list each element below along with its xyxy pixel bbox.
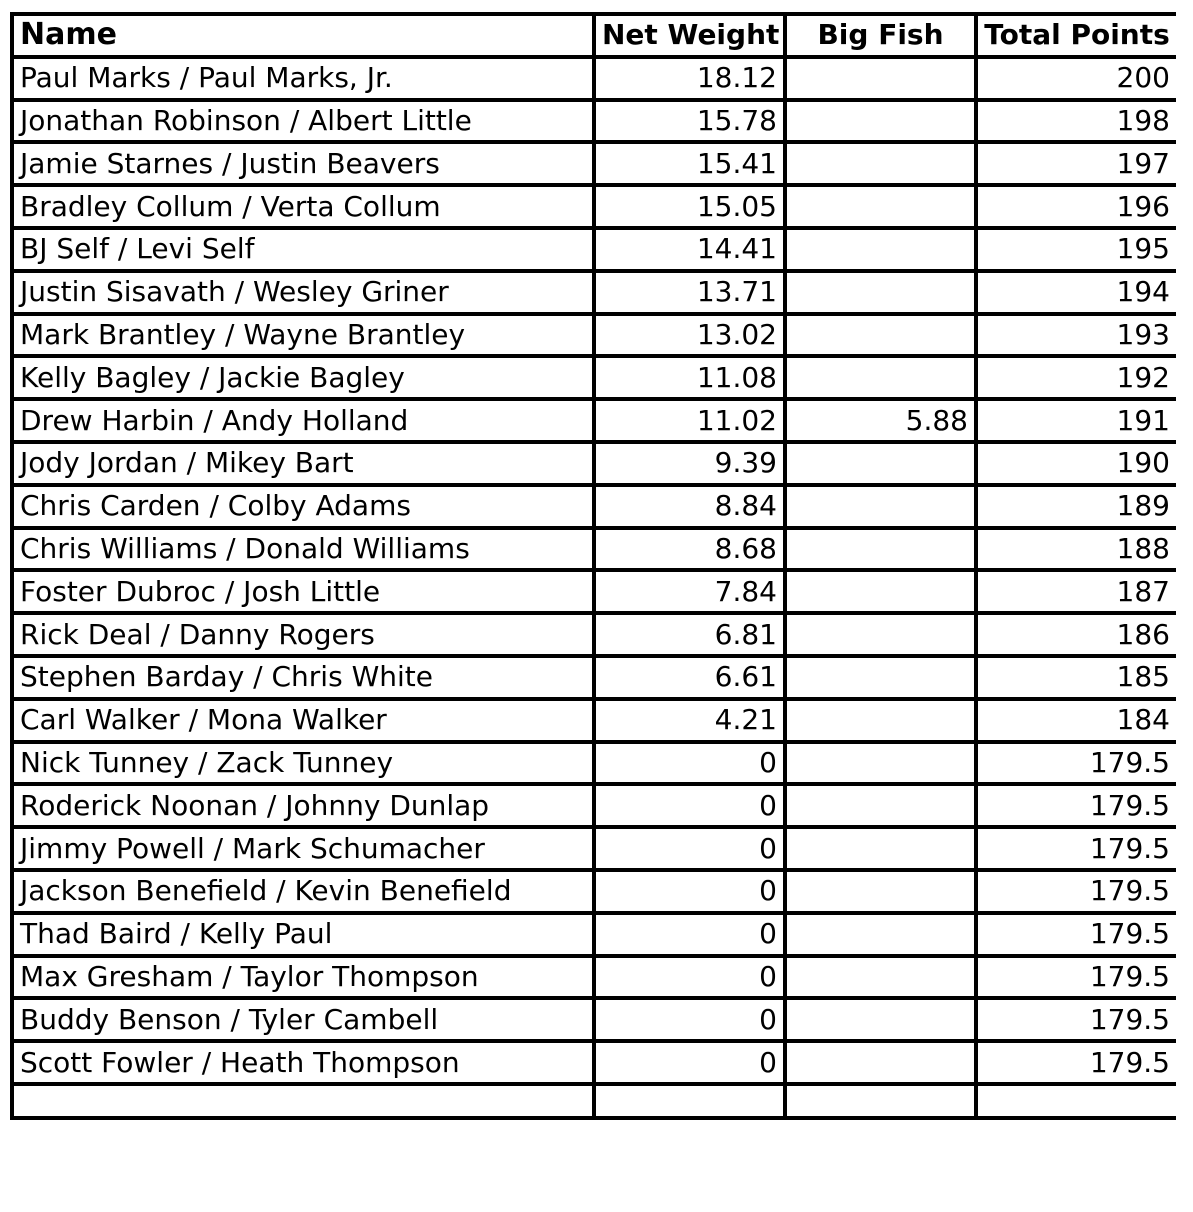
cell-name: Jonathan Robinson / Albert Little [12,100,594,143]
cell-name: Scott Fowler / Heath Thompson [12,1041,594,1084]
table-row [12,356,1176,399]
cell-total-points: 189 [976,485,1176,528]
cell-name: Jimmy Powell / Mark Schumacher [12,827,594,870]
cell-name: Buddy Benson / Tyler Cambell [12,998,594,1041]
cell-net-weight: 4.21 [594,699,785,742]
cell-name: Kelly Bagley / Jackie Bagley [12,356,594,399]
table-row [12,570,1176,613]
cell-net-weight: 0 [594,742,785,785]
cell-big-fish [785,656,976,699]
table-row [12,442,1176,485]
cell-name: Chris Carden / Colby Adams [12,485,594,528]
cell-big-fish [785,142,976,185]
cell-total-points: 195 [976,228,1176,271]
cell-total-points: 179.5 [976,913,1176,956]
cell-name: Drew Harbin / Andy Holland [12,399,594,442]
cell-net-weight: 8.68 [594,528,785,571]
cell-big-fish [785,185,976,228]
header-total-points: Total Points [976,14,1176,57]
header-row [12,14,1176,57]
table-row [12,100,1176,143]
cell-total-points: 192 [976,356,1176,399]
table-row [12,870,1176,913]
cell-total-points: 186 [976,613,1176,656]
table-row [12,784,1176,827]
cell-net-weight: 11.02 [594,399,785,442]
cell-big-fish [785,57,976,100]
table-row [12,699,1176,742]
cell-big-fish [785,827,976,870]
results-body [12,57,1176,1118]
cell-total-points [976,1084,1176,1118]
cell-big-fish: 5.88 [785,399,976,442]
table-row [12,57,1176,100]
cell-big-fish [785,442,976,485]
cell-net-weight: 15.78 [594,100,785,143]
cell-name: Max Gresham / Taylor Thompson [12,956,594,999]
header-name: Name [12,14,594,57]
cell-big-fish [785,998,976,1041]
cell-total-points: 200 [976,57,1176,100]
cell-big-fish [785,528,976,571]
table-row [12,956,1176,999]
cell-total-points: 188 [976,528,1176,571]
cell-big-fish [785,870,976,913]
cell-name: Bradley Collum / Verta Collum [12,185,594,228]
cell-net-weight: 0 [594,784,785,827]
cell-net-weight [594,1084,785,1118]
cell-name: Nick Tunney / Zack Tunney [12,742,594,785]
cell-name: Jackson Benefield / Kevin Benefield [12,870,594,913]
results-sheet [10,12,1176,1212]
cell-big-fish [785,1084,976,1118]
cell-net-weight: 0 [594,913,785,956]
cell-total-points: 185 [976,656,1176,699]
cell-total-points: 193 [976,314,1176,357]
cell-total-points: 190 [976,442,1176,485]
table-row [12,485,1176,528]
cell-name: Roderick Noonan / Johnny Dunlap [12,784,594,827]
table-row [12,228,1176,271]
table-row-partial [12,1084,1176,1118]
cell-total-points: 179.5 [976,870,1176,913]
cell-net-weight: 13.02 [594,314,785,357]
cell-total-points: 194 [976,271,1176,314]
cell-name: Jamie Starnes / Justin Beavers [12,142,594,185]
table-row [12,1041,1176,1084]
table-row [12,142,1176,185]
cell-net-weight: 0 [594,956,785,999]
cell-name: Stephen Barday / Chris White [12,656,594,699]
cell-total-points: 196 [976,185,1176,228]
cell-name: Chris Williams / Donald Williams [12,528,594,571]
cell-big-fish [785,100,976,143]
cell-net-weight: 9.39 [594,442,785,485]
table-row [12,185,1176,228]
cell-big-fish [785,356,976,399]
cell-name: Foster Dubroc / Josh Little [12,570,594,613]
table-row [12,613,1176,656]
cell-big-fish [785,271,976,314]
cell-name: Carl Walker / Mona Walker [12,699,594,742]
cell-total-points: 187 [976,570,1176,613]
cell-total-points: 198 [976,100,1176,143]
cell-net-weight: 0 [594,870,785,913]
cell-big-fish [785,228,976,271]
cell-big-fish [785,314,976,357]
cell-name [12,1084,594,1118]
cell-total-points: 184 [976,699,1176,742]
cell-net-weight: 0 [594,827,785,870]
cell-net-weight: 8.84 [594,485,785,528]
cell-net-weight: 6.61 [594,656,785,699]
table-row [12,827,1176,870]
table-row [12,528,1176,571]
cell-net-weight: 0 [594,998,785,1041]
cell-net-weight: 14.41 [594,228,785,271]
cell-name: Paul Marks / Paul Marks, Jr. [12,57,594,100]
cell-total-points: 197 [976,142,1176,185]
table-row [12,742,1176,785]
cell-name: BJ Self / Levi Self [12,228,594,271]
cell-total-points: 179.5 [976,784,1176,827]
cell-big-fish [785,784,976,827]
cell-big-fish [785,485,976,528]
cell-total-points: 179.5 [976,827,1176,870]
cell-big-fish [785,699,976,742]
header-net-weight: Net Weight [594,14,785,57]
table-row [12,913,1176,956]
cell-total-points: 179.5 [976,742,1176,785]
cell-net-weight: 11.08 [594,356,785,399]
cell-total-points: 191 [976,399,1176,442]
table-row [12,314,1176,357]
cell-net-weight: 15.41 [594,142,785,185]
cell-big-fish [785,913,976,956]
cell-name: Jody Jordan / Mikey Bart [12,442,594,485]
cell-name: Rick Deal / Danny Rogers [12,613,594,656]
table-row [12,998,1176,1041]
cell-name: Mark Brantley / Wayne Brantley [12,314,594,357]
cell-big-fish [785,570,976,613]
results-table [10,12,1176,1120]
cell-net-weight: 18.12 [594,57,785,100]
table-row [12,271,1176,314]
cell-name: Justin Sisavath / Wesley Griner [12,271,594,314]
cell-net-weight: 13.71 [594,271,785,314]
cell-net-weight: 0 [594,1041,785,1084]
cell-big-fish [785,1041,976,1084]
table-row [12,399,1176,442]
cell-big-fish [785,742,976,785]
header-big-fish: Big Fish [785,14,976,57]
cell-big-fish [785,956,976,999]
cell-net-weight: 7.84 [594,570,785,613]
cell-total-points: 179.5 [976,956,1176,999]
table-row [12,656,1176,699]
cell-net-weight: 6.81 [594,613,785,656]
cell-name: Thad Baird / Kelly Paul [12,913,594,956]
cell-total-points: 179.5 [976,1041,1176,1084]
cell-net-weight: 15.05 [594,185,785,228]
cell-total-points: 179.5 [976,998,1176,1041]
cell-big-fish [785,613,976,656]
